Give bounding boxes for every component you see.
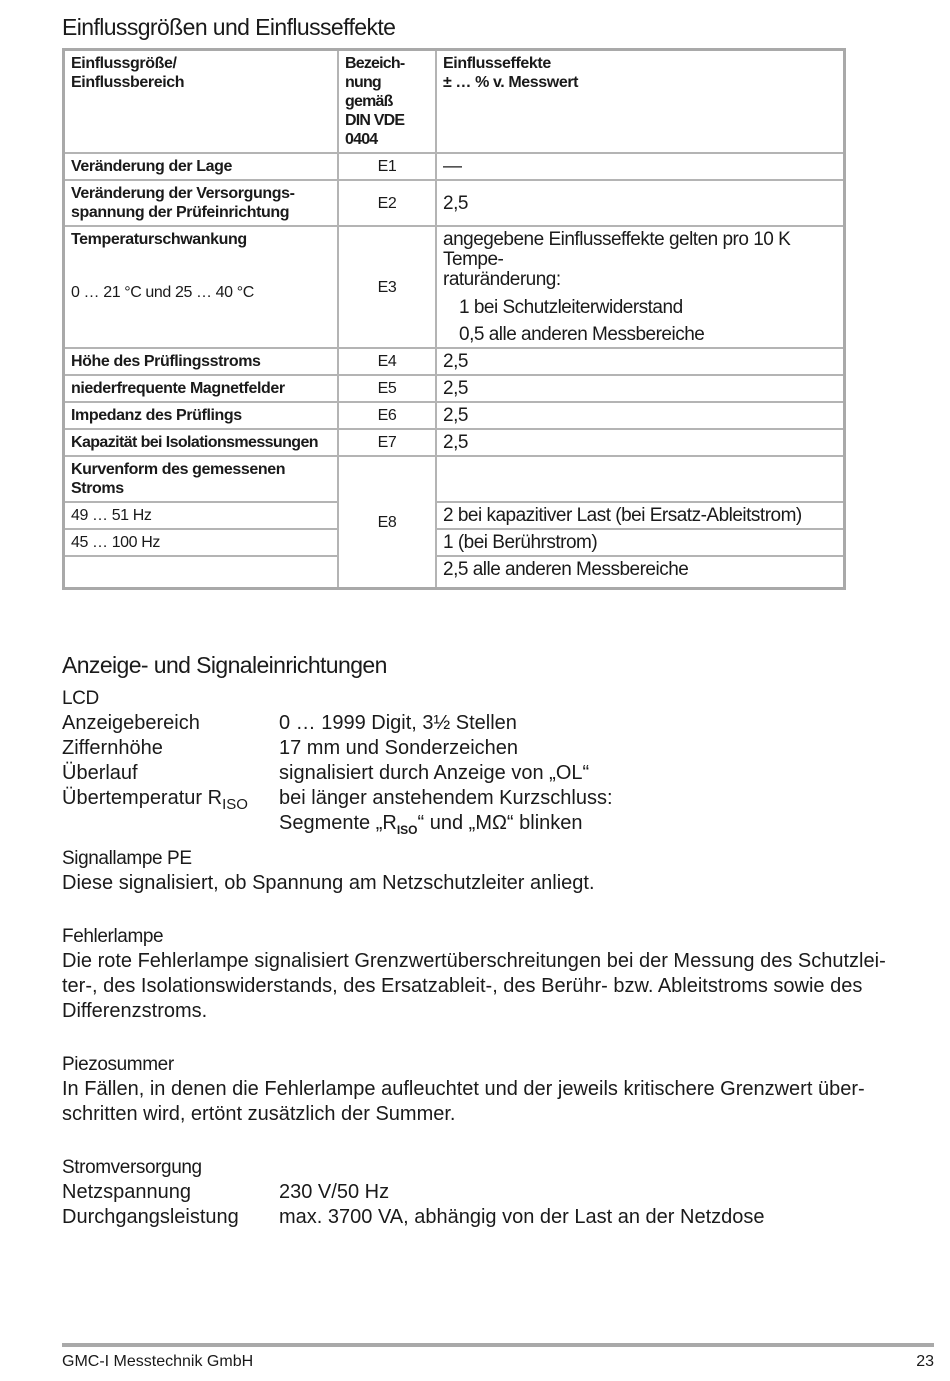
row-name: Kurvenform des gemessenen Stroms (64, 456, 339, 502)
table-row (64, 456, 845, 502)
row-range: 49 … 51 Hz (64, 502, 339, 529)
kv-value: 0 … 1999 Digit, 3½ Stellen (279, 712, 517, 734)
over-key-sub: ISO (222, 796, 248, 813)
table-row (64, 529, 845, 556)
kv-key: Ziffernhöhe (62, 737, 163, 759)
row-effect (436, 226, 845, 348)
kv-row (62, 736, 942, 761)
influence-table (62, 48, 846, 590)
over-value-1: bei länger anstehendem Kurzschluss: (279, 787, 613, 809)
row-code: E7 (338, 429, 436, 456)
row-code: E4 (338, 348, 436, 375)
fehler-label: Fehlerlampe (62, 926, 164, 947)
kv-value: 17 mm und Sonderzeichen (279, 737, 519, 759)
kv-key: Durchgangsleistung (62, 1206, 239, 1228)
pe-text: Diese signalisiert, ob Spannung am Netzschutzleiter anliegt. (62, 872, 595, 894)
row-name: Impedanz des Prüflings (64, 402, 339, 429)
table-row (64, 153, 845, 180)
kv-key: Anzeigebereich (62, 712, 200, 734)
strom-label: Stromversorgung (62, 1157, 202, 1178)
pe-label: Signallampe PE (62, 848, 192, 869)
row-effect: 2,5 (436, 375, 845, 402)
kv-value: 230 V/50 Hz (279, 1181, 390, 1203)
row-effect: 2,5 (436, 180, 845, 226)
strom-section (62, 1155, 942, 1230)
row-code: E5 (338, 375, 436, 402)
pe-section (62, 846, 942, 896)
row-range: 45 … 100 Hz (64, 529, 339, 556)
over-value-sub: ISO (396, 823, 418, 837)
kv-key: Netzspannung (62, 1181, 191, 1203)
row-code: E3 (338, 226, 436, 348)
row-code: E2 (338, 180, 436, 226)
row-effect: 2,5 (436, 429, 845, 456)
kv-value: signalisiert durch Anzeige von „OL“ (279, 762, 590, 784)
footer-divider (62, 1343, 934, 1347)
over-value-2a: Segmente „R (279, 812, 397, 834)
piezo-text: In Fällen, in denen die Fehlerlampe aufleuchtet und der jeweils kritischere Grenzwert über- schritten wird, ertönt zusätzlich der Summer. (62, 1078, 865, 1125)
row-range: 0 … 21 °C und 25 … 40 °C (71, 284, 254, 301)
table-row (64, 180, 845, 226)
footer (62, 1353, 934, 1371)
row-effect-detail: 1 bei Schutzleiterwiderstand (459, 297, 683, 318)
table-row (64, 556, 845, 589)
piezo-label: Piezosummer (62, 1054, 174, 1075)
row-effect: 1 (bei Berührstrom) (436, 529, 845, 556)
table-row (64, 375, 845, 402)
row-code: E8 (338, 456, 436, 589)
row-code: E6 (338, 402, 436, 429)
over-value-2 (279, 811, 613, 843)
over-key: Übertemperatur R (62, 787, 223, 809)
kv-value: max. 3700 VA, abhängig von der Last an der Netzdose (279, 1206, 765, 1228)
row-name: niederfrequente Magnetfelder (64, 375, 339, 402)
row-name: Veränderung der Versorgungs- spannung der Prüfeinrichtung (64, 180, 339, 226)
row-effect: 2,5 (436, 402, 845, 429)
table-row (64, 502, 845, 529)
table-row (64, 429, 845, 456)
row-name: Veränderung der Lage (64, 153, 339, 180)
kv-row (62, 761, 942, 786)
lcd-label: LCD (62, 688, 99, 709)
lcd-section (62, 686, 942, 843)
page-number: 23 (916, 1353, 934, 1370)
row-range-empty (64, 556, 339, 589)
kv-row (62, 711, 942, 736)
kv-row (62, 786, 942, 843)
kv-row (62, 1180, 942, 1205)
row-effect: 2,5 alle anderen Messbereiche (436, 556, 845, 589)
header-effects: Einflusseffekte ± … % v. Messwert (436, 50, 845, 154)
over-value-2b: “ und „MΩ“ blinken (417, 812, 583, 834)
header-designation: Bezeich- nung gemäß DIN VDE 0404 (338, 50, 436, 154)
row-code: E1 (338, 153, 436, 180)
kv-row (62, 1205, 942, 1230)
fehler-section (62, 924, 942, 1024)
kv-key (62, 786, 279, 843)
table-row (64, 402, 845, 429)
section-title-influence: Einflussgrößen und Einflusseffekte (62, 14, 396, 40)
table-row (64, 348, 845, 375)
row-effect-empty (436, 456, 845, 502)
row-effect: 2 bei kapazitiver Last (bei Ersatz-Ableitstrom) (436, 502, 845, 529)
row-effect-text: angegebene Einflusseffekte gelten pro 10 K Tempe- raturänderung: (443, 229, 791, 290)
row-name: Höhe des Prüflingsstroms (64, 348, 339, 375)
row-effect: — (436, 153, 845, 180)
table-row (64, 226, 845, 348)
header-influence: Einflussgröße/ Einflussbereich (64, 50, 339, 154)
row-name (64, 226, 339, 348)
section-title-display: Anzeige- und Signaleinrichtungen (62, 652, 387, 678)
row-name: Kapazität bei Isolationsmessungen (64, 429, 339, 456)
piezo-section (62, 1052, 942, 1127)
table-header-row (64, 50, 845, 154)
row-effect: 2,5 (436, 348, 845, 375)
row-effect-detail: 0,5 alle anderen Messbereiche (459, 324, 705, 345)
kv-key: Überlauf (62, 762, 138, 784)
kv-value (279, 786, 613, 843)
footer-company: GMC-I Messtechnik GmbH (62, 1353, 254, 1370)
fehler-text: Die rote Fehlerlampe signalisiert Grenzwertüberschreitungen bei der Messung des Schutzlei- ter-, des Isolationswiderstands, des Ersatzableit-, des Berühr- bzw. Ableitstroms sowie des Differenzstroms. (62, 950, 886, 1022)
row-name-text: Temperaturschwankung (71, 231, 247, 248)
